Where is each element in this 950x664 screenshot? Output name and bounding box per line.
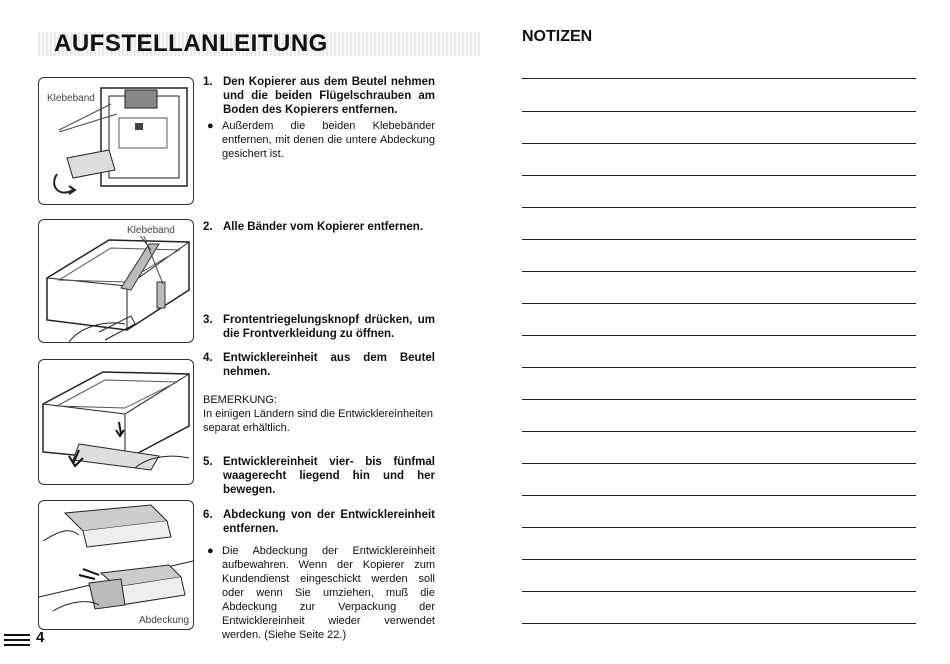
step-number: 4. <box>203 352 213 364</box>
bullet-text: Außerdem die beiden Klebebänder entfernen, mit denen die untere Abdeckung gesichert ist. <box>222 120 435 160</box>
page-marker-icon <box>4 634 30 646</box>
note-line <box>522 303 916 304</box>
illustration-open-front <box>38 359 194 485</box>
bullet-item <box>207 544 435 642</box>
remark-heading: BEMERKUNG: <box>203 394 277 406</box>
step-text: Abdeckung von der Entwicklereinheit entfernen. <box>223 509 435 535</box>
note-line <box>522 271 916 272</box>
callout-klebeband-1: Klebeband <box>47 93 95 104</box>
step-2 <box>203 220 435 234</box>
step-number: 5. <box>203 456 213 468</box>
note-line <box>522 207 916 208</box>
step-number: 2. <box>203 221 213 233</box>
note-line <box>522 175 916 176</box>
developer-unit-drawing <box>39 501 193 629</box>
step-5 <box>203 455 435 497</box>
note-line <box>522 591 916 592</box>
step-6 <box>203 508 435 536</box>
page-title <box>38 26 480 62</box>
bullet-dot: ● <box>207 120 214 132</box>
step-text: Alle Bänder vom Kopierer entfernen. <box>223 221 424 233</box>
step-3 <box>203 313 435 341</box>
illustration-remove-screws <box>38 77 194 205</box>
callout-abdeckung: Abdeckung <box>139 615 190 626</box>
note-line <box>522 431 916 432</box>
note-line <box>522 111 916 112</box>
bullet-dot: ● <box>207 545 214 557</box>
step-number: 3. <box>203 314 213 326</box>
step-1 <box>203 75 435 117</box>
illustration-remove-tapes <box>38 219 194 343</box>
bullet-item <box>207 119 435 161</box>
note-line <box>522 143 916 144</box>
note-line <box>522 463 916 464</box>
step-text: Frontentriegelungsknopf drücken, um die Frontverkleidung zu öffnen. <box>223 314 435 340</box>
step-text: Entwicklereinheit vier- bis fünfmal waagerecht liegend hin und her bewegen. <box>223 456 435 496</box>
illustration-developer-unit <box>38 500 194 630</box>
bullet-text: Die Abdeckung der Entwicklereinheit aufbewahren. Wenn der Kopierer zum Kundendienst eingeschickt werden soll oder wenn Sie umziehen, muß die Abdeckung zur Verpackung der Entwicklereinheit wieder verwendet werden. (Siehe Seite 22.) <box>222 545 435 641</box>
copier-tapes-drawing <box>39 220 193 342</box>
remark-text: In einigen Ländern sind die Entwicklereinheiten separat erhältlich. <box>203 408 433 434</box>
callout-klebeband-2: Klebeband <box>127 225 175 236</box>
page-title-text: AUFSTELLANLEITUNG <box>54 30 328 57</box>
note-line <box>522 239 916 240</box>
page-number-text: 4 <box>36 629 45 646</box>
note-line <box>522 367 916 368</box>
copier-front-drawing <box>39 360 193 484</box>
note-line <box>522 335 916 336</box>
note-line <box>522 399 916 400</box>
note-line <box>522 559 916 560</box>
step-number: 6. <box>203 509 213 521</box>
step-text: Entwicklereinheit aus dem Beutel nehmen. <box>223 352 435 378</box>
notes-title: NOTIZEN <box>522 28 593 45</box>
note-line <box>522 495 916 496</box>
step-4 <box>203 351 435 379</box>
note-line <box>522 78 916 79</box>
step-number: 1. <box>203 76 213 88</box>
step-text: Den Kopierer aus dem Beutel nehmen und die beiden Flügelschrauben am Boden des Kopierers entfernen. <box>223 76 435 116</box>
note-line <box>522 623 916 624</box>
note-line <box>522 527 916 528</box>
remark <box>203 393 435 435</box>
